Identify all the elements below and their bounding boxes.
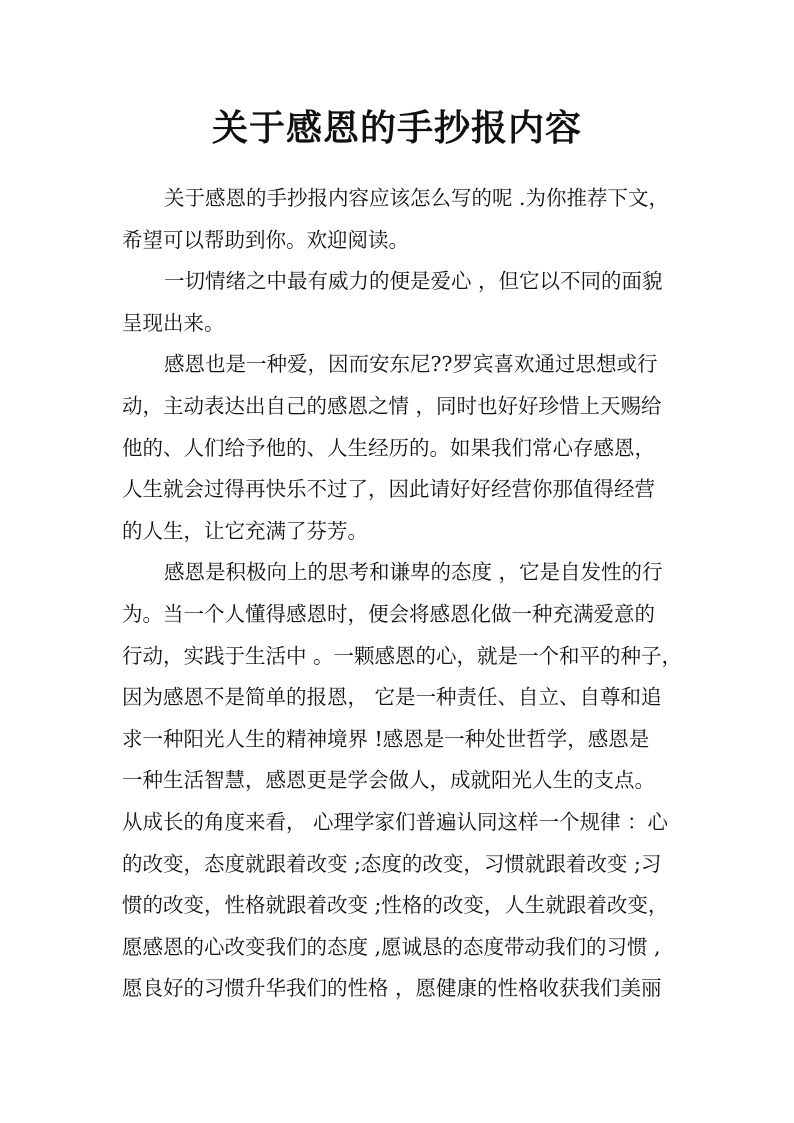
text-line: 从成长的角度来看， 心理学家们普遍认同这样一个规律 ：心 (122, 809, 669, 834)
text-line: 的改变，态度就跟着改变 ;态度的改变，习惯就跟着改变 ;习 (122, 851, 662, 876)
text-line: 一种生活智慧，感恩更是学会做人，成就阳光人生的支点。 (122, 768, 655, 793)
text-line: 惯的改变，性格就跟着改变 ;性格的改变，人生就跟着改变， (122, 893, 669, 918)
text-line: 行动，实践于生活中 。一颗感恩的心，就是一个和平的种子， (122, 643, 683, 668)
text-line: 关于感恩的手抄报内容应该怎么写的呢 .为你推荐下文， (164, 186, 670, 210)
text-line: 一切情绪之中最有威力的便是爱心 ，但它以不同的面貌 (164, 269, 663, 294)
text-line: 因为感恩不是简单的报恩， 它是一种责任、自立、自尊和追 (122, 685, 662, 710)
text-line: 为。当一个人懂得感恩时，便会将感恩化做一种充满爱意的 (122, 601, 655, 626)
page-title: 关于感恩的手抄报内容 (211, 107, 582, 149)
text-line: 愿良好的习惯升华我们的性格 ，愿健康的性格收获我们美丽 (122, 976, 662, 1001)
text-line: 呈现出来。 (122, 310, 225, 335)
text-line: 人生就会过得再快乐不过了，因此请好好经营你那值得经营 (122, 477, 655, 502)
text-line: 求一种阳光人生的精神境界 !感恩是一种处世哲学，感恩是 (122, 726, 650, 751)
text-line: 的人生，让它充满了芬芳。 (122, 518, 368, 543)
text-line: 感恩也是一种爱，因而安东尼??罗宾喜欢通过思想或行 (164, 352, 658, 377)
text-line: 他的、人们给予他的、人生经历的。如果我们常心存感恩， (122, 435, 655, 460)
text-line: 希望可以帮助到你。欢迎阅读。 (122, 227, 409, 252)
text-line: 感恩是积极向上的思考和谦卑的态度 ，它是自发性的行 (164, 560, 663, 585)
text-line: 动，主动表达出自己的感恩之情 ，同时也好好珍惜上天赐给 (122, 393, 662, 418)
document-body (122, 178, 682, 1010)
text-line: 愿感恩的心改变我们的态度 ,愿诚恳的态度带动我们的习惯 , (122, 934, 661, 959)
